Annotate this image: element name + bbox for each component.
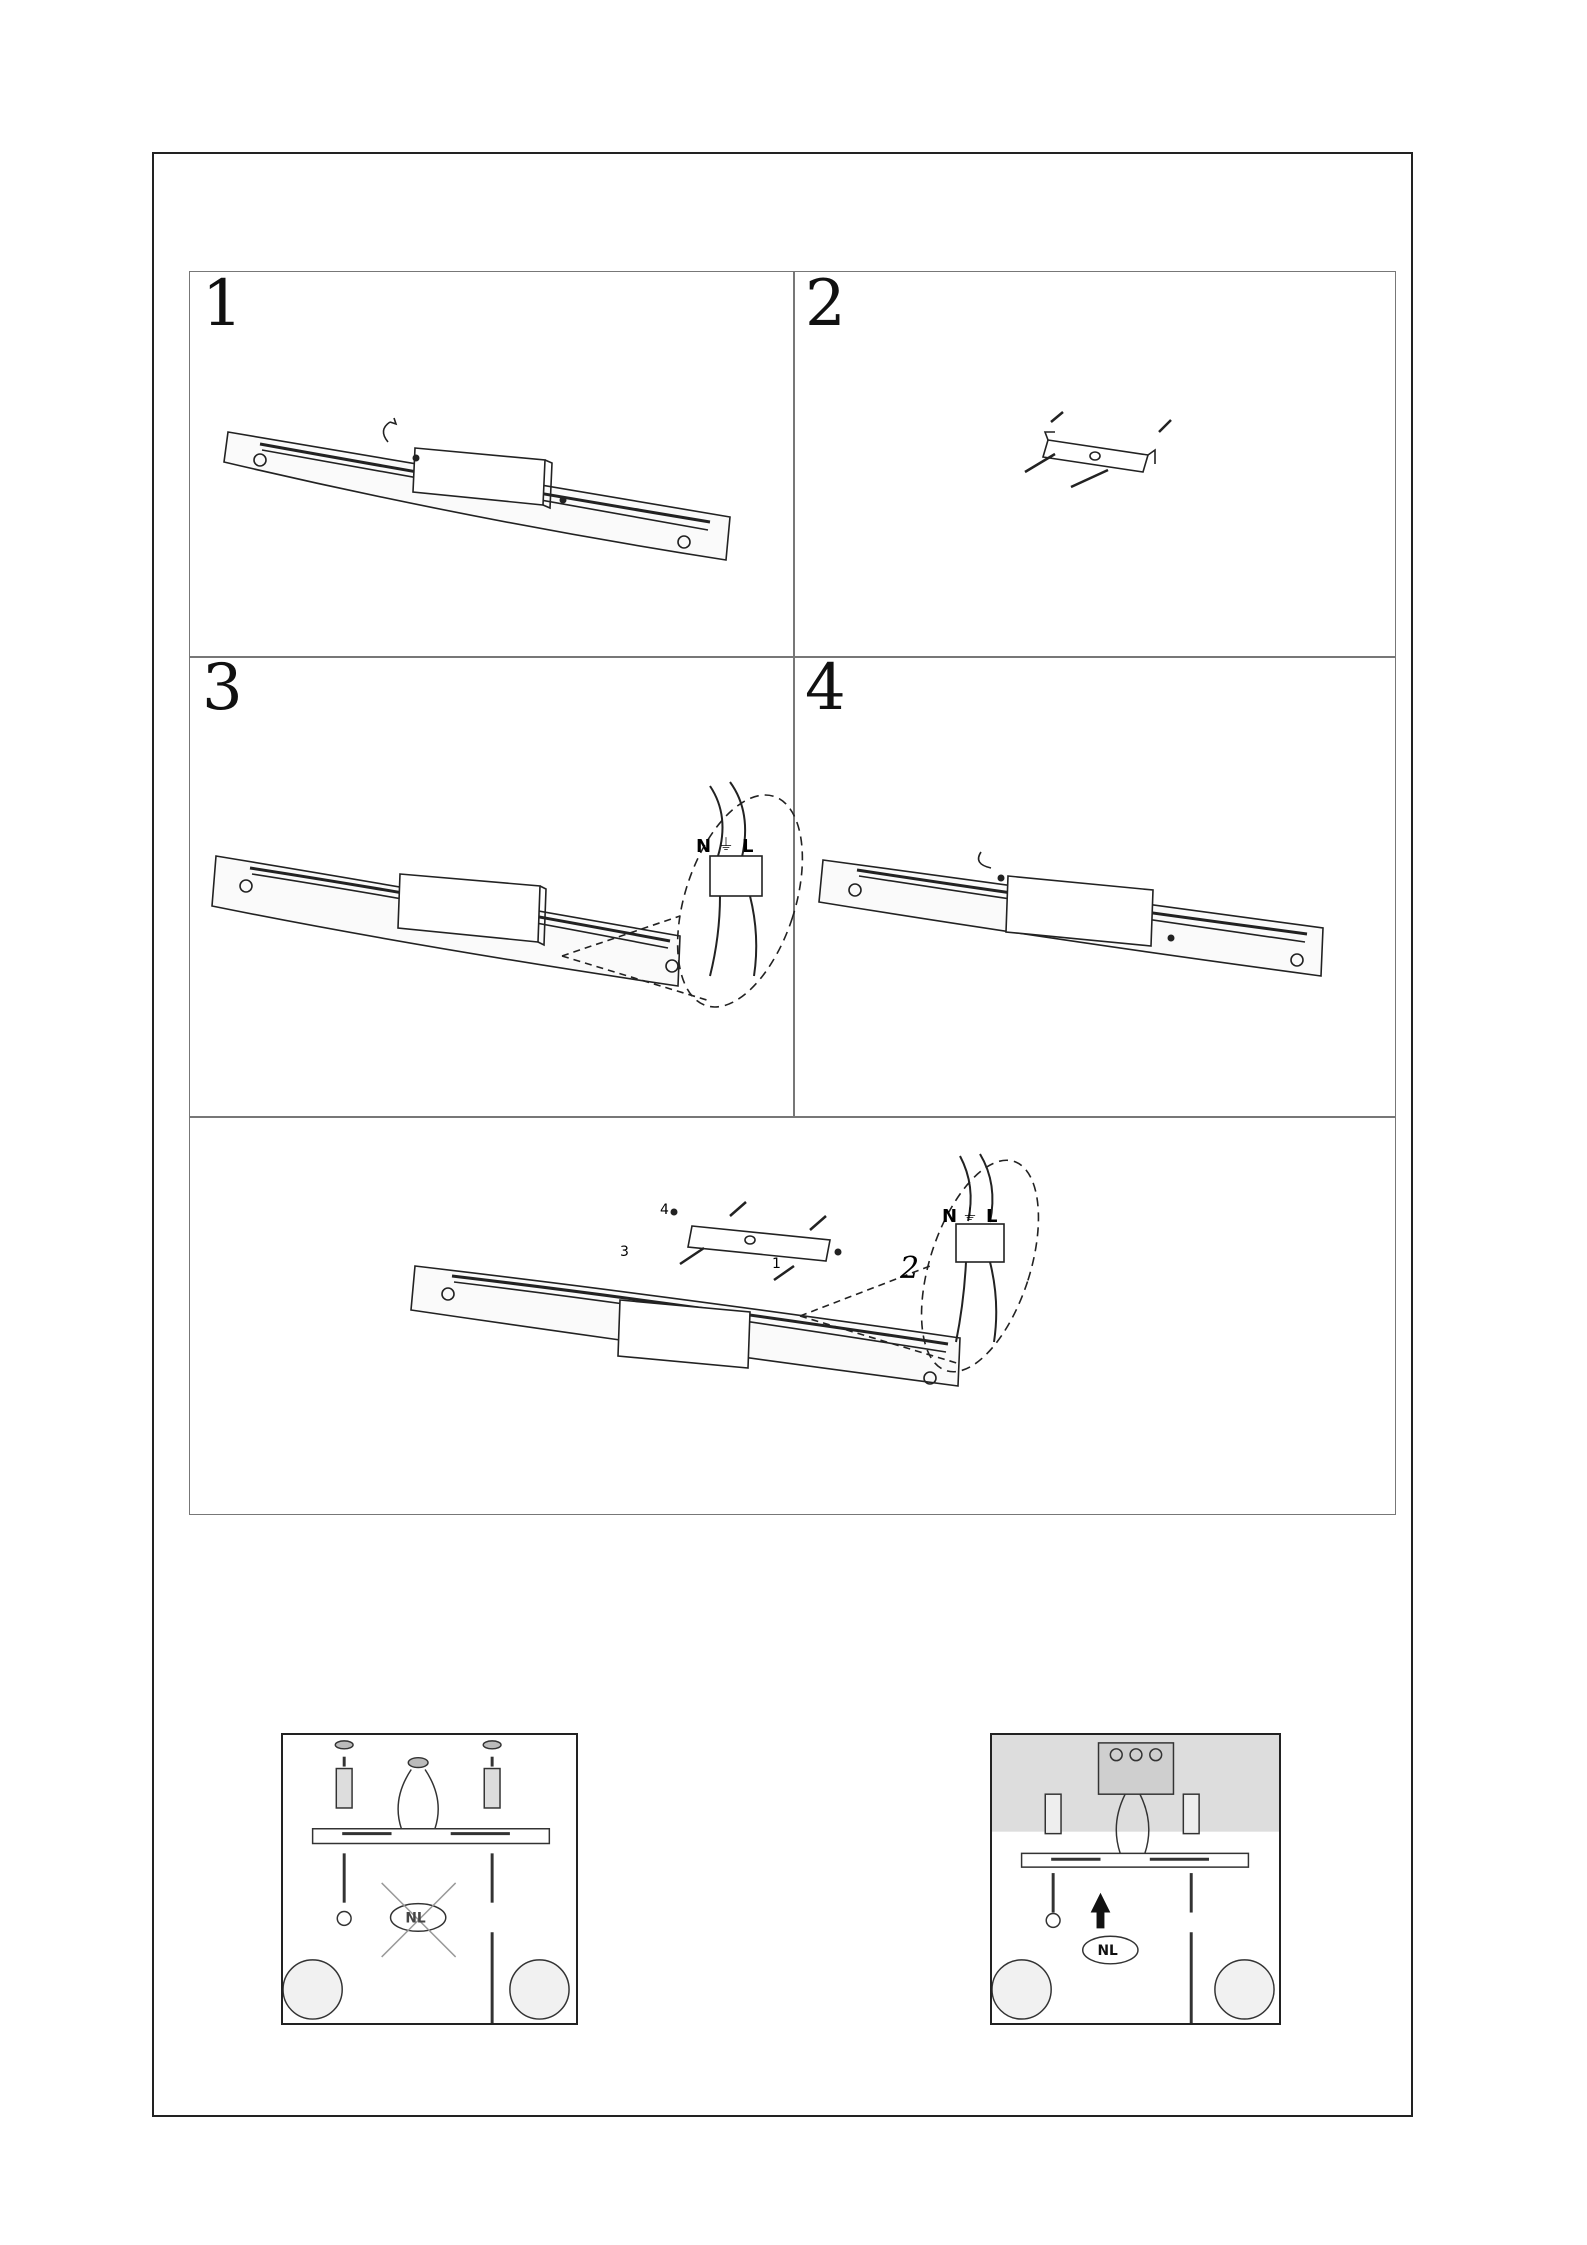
lamp-cover-fixing-illustration <box>793 651 1397 1116</box>
mounting-incorrect-illustration <box>283 1735 576 2023</box>
overview-panel <box>190 1116 1397 1516</box>
overview-callout-4: 4 <box>660 1202 669 1218</box>
step-4-number: 4 <box>805 651 846 725</box>
overview-callout-3: 3 <box>620 1244 629 1260</box>
overview-wiring-l: L <box>986 1206 998 1227</box>
overview-callout-1: 1 <box>772 1256 781 1272</box>
step-1-number: 1 <box>202 267 243 341</box>
wiring-label-n: N <box>696 836 712 857</box>
lamp-with-cover-illustration <box>190 267 793 656</box>
instruction-grid <box>189 267 1396 1515</box>
step-2-panel <box>793 267 1397 656</box>
complete-assembly-illustration <box>190 1116 1397 1516</box>
mounting-correct-illustration <box>992 1735 1279 2023</box>
mounting-diagram-correct <box>990 1733 1281 2025</box>
mounting-bracket-illustration <box>793 267 1397 656</box>
step-3-number: 3 <box>202 651 243 725</box>
mounting-diagram-incorrect <box>281 1733 578 2025</box>
step-2-number: 2 <box>805 267 846 341</box>
lamp-wiring-illustration <box>190 651 793 1116</box>
step-4-panel <box>793 651 1397 1116</box>
overview-wiring-n: N <box>942 1206 958 1227</box>
mounting-left-badge: NL <box>405 1910 426 1927</box>
wiring-label-l: L <box>742 836 754 857</box>
step-1-panel <box>190 267 793 656</box>
overview-callout-2: 2 <box>900 1251 920 1286</box>
mounting-right-badge: NL <box>1097 1942 1118 1959</box>
wiring-earth-symbol: ⏚ <box>718 835 735 854</box>
step-3-panel <box>190 651 793 1116</box>
overview-wiring-earth: ⏚ <box>962 1205 979 1224</box>
